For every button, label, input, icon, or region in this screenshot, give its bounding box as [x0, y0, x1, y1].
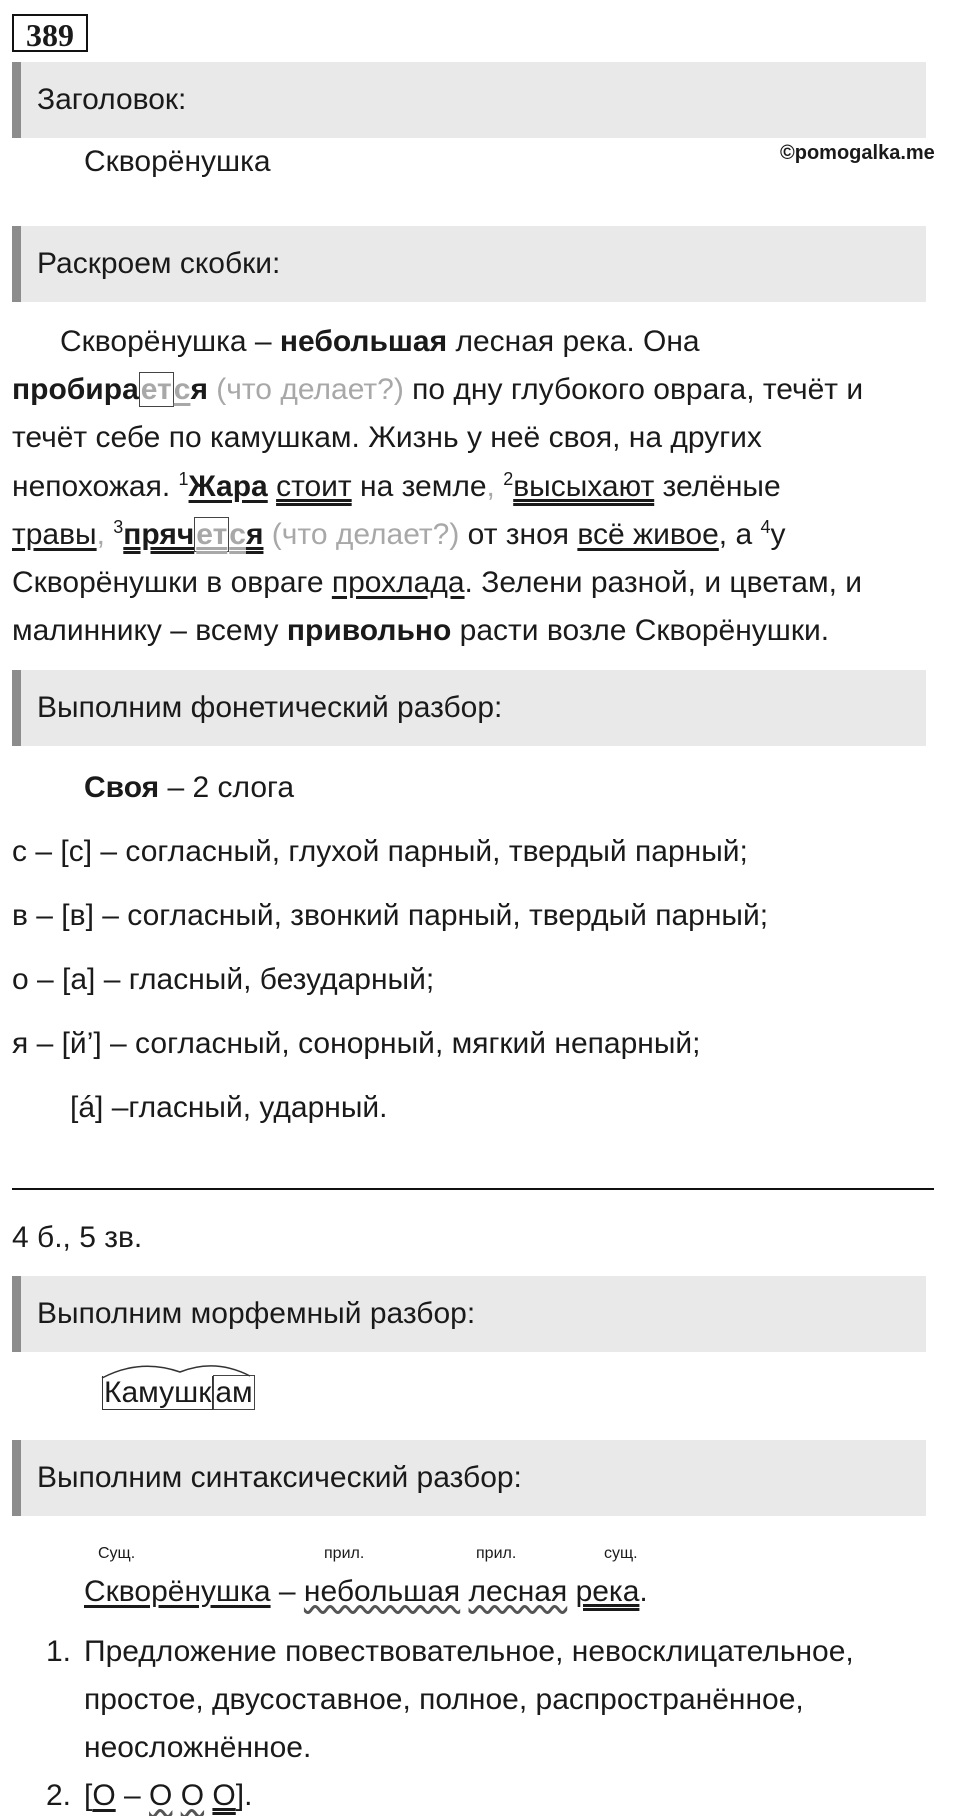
- predicate: река: [575, 1575, 640, 1608]
- list-item: Предложение повествовательное, невосклицательное,: [84, 1635, 854, 1668]
- list-item: неосложнённое.: [84, 1731, 312, 1764]
- pos-label: сущ.: [604, 1545, 638, 1562]
- phonetic-row: в – [в] – согласный, звонкий парный, твердый парный;: [12, 899, 769, 932]
- subject: Скворёнушка: [84, 1575, 271, 1608]
- sentence-scheme: [О – О О О].: [84, 1779, 253, 1812]
- subject: Жара: [188, 470, 268, 503]
- section-phonetic-heading: Выполним фонетический разбор:: [12, 670, 926, 746]
- phonetic-row: о – [а] – гласный, безударный;: [12, 963, 435, 996]
- passage-line-6: Скворёнушки в овраге прохлада. Зелени разной, и цветам, и: [12, 566, 863, 599]
- watermark: ©pomogalka.me: [780, 142, 935, 164]
- passage-line-5: травы, $^3$прячется (что делает?) от зноя всё живое, а $^4$у: [12, 517, 786, 551]
- root-arc: [100, 1360, 270, 1380]
- phonetic-row: я – [й’] – согласный, сонорный, мягкий непарный;: [12, 1027, 701, 1060]
- list-item: простое, двусоставное, полное, распространённое,: [84, 1683, 804, 1716]
- subject: прохлада: [331, 566, 465, 599]
- subject: всё живое: [577, 518, 719, 551]
- root: Камушк: [104, 1376, 212, 1409]
- syntax-sentence: Скворёнушка – небольшая лесная река.: [84, 1575, 648, 1608]
- question-hint: (что делает?): [263, 518, 460, 551]
- title-value: Скворёнушка: [84, 145, 271, 178]
- section-title-heading: Заголовок:: [12, 62, 926, 138]
- passage-line-4: непохожая. $^1$Жара стоит на земле, $^2$высыхают зелёные: [12, 469, 781, 503]
- question-hint: (что делает?): [207, 373, 404, 406]
- pos-label: прил.: [476, 1545, 517, 1562]
- section-syntax-heading: Выполним синтаксический разбор:: [12, 1440, 926, 1516]
- list-number: 2.: [46, 1779, 72, 1812]
- passage-line-2: пробирается (что делает?) по дну глубокого оврага, течёт и: [12, 373, 864, 406]
- divider: [12, 1188, 934, 1190]
- predicate: высыхают: [513, 470, 655, 503]
- pos-label: Сущ.: [98, 1545, 136, 1562]
- attribute: лесная: [468, 1575, 568, 1608]
- suffix-box: ет: [140, 373, 172, 406]
- section-morpheme-heading: Выполним морфемный разбор:: [12, 1276, 926, 1352]
- phonetic-word: Своя – 2 слога: [84, 771, 295, 804]
- phonetic-row: [á] –гласный, ударный.: [70, 1091, 388, 1124]
- section-brackets-heading: Раскроем скобки:: [12, 226, 926, 302]
- phonetic-summary: 4 б., 5 зв.: [12, 1221, 143, 1254]
- pos-label: прил.: [324, 1545, 365, 1562]
- passage-line-3: течёт себе по камушкам. Жизнь у неё своя, на других: [12, 421, 762, 454]
- passage-line-1: Скворёнушка – небольшая лесная река. Она: [60, 325, 700, 358]
- passage-line-7: малиннику – всему привольно расти возле Скворёнушки.: [12, 614, 830, 647]
- exercise-number: 389: [12, 14, 88, 52]
- attribute: небольшая: [303, 1575, 461, 1608]
- suffix-box: ет: [196, 518, 228, 551]
- ending: ам: [215, 1376, 253, 1409]
- phonetic-row: с – [с] – согласный, глухой парный, твердый парный;: [12, 835, 748, 868]
- predicate: стоит: [276, 470, 352, 503]
- subject: травы: [12, 518, 97, 551]
- list-number: 1.: [46, 1635, 72, 1668]
